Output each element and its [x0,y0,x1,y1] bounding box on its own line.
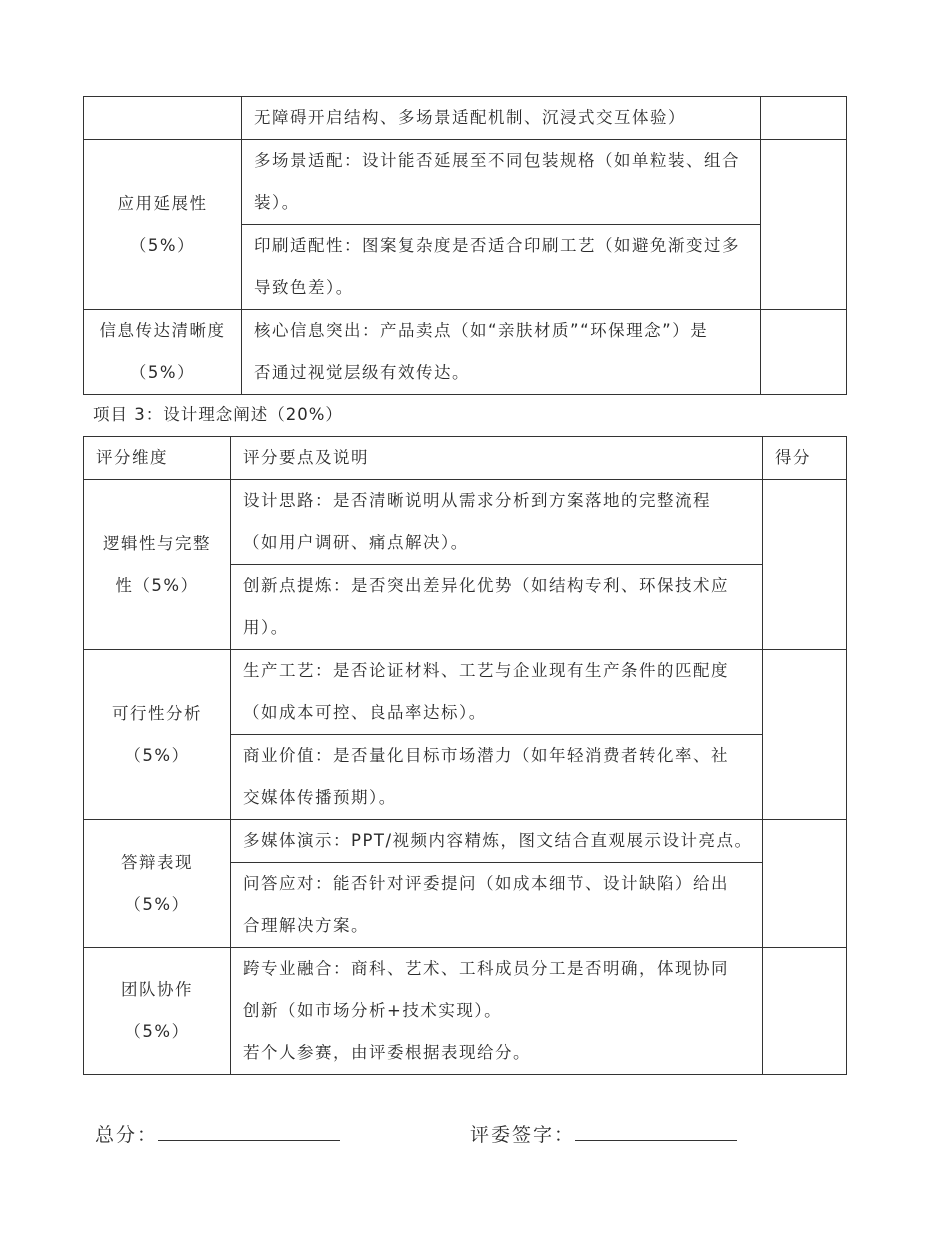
description-cell [231,863,763,948]
header-cell-dimension: 评分维度 [84,437,231,480]
dimension-weight: （5%） [129,363,196,382]
dimension-name: 逻辑性与完整 [103,533,211,553]
description-line: 多场景适配：设计能否延展至不同包装规格（如单粒装、组合 [254,151,740,170]
description-cell [231,480,763,565]
dimension-weight: （5%） [124,1022,190,1041]
description-cell [231,650,763,735]
dimension-weight: （5%） [129,235,196,255]
description-line: 问答应对：能否针对评委提问（如成本细节、设计缺陷）给出 [243,874,729,893]
dimension-name: 可行性分析 [112,703,202,723]
score-cell[interactable] [763,650,847,820]
table-row [84,820,847,863]
header-cell-description: 评分要点及说明 [231,437,763,480]
description-line: 核心信息突出：产品卖点（如“亲肤材质”“环保理念”）是 [254,321,709,340]
table-row [84,650,847,735]
table-row [84,948,847,1075]
description-line: 导致色差）。 [254,278,354,297]
dimension-cell [84,948,231,1075]
section-title: 项目 3：设计理念阐述（20%） [93,405,343,424]
dimension-name: 应用延展性 [117,193,208,213]
score-cell[interactable] [763,480,847,650]
total-score-label: 总分： [95,1124,159,1146]
description-line: 跨专业融合：商科、艺术、工科成员分工是否明确，体现协同 [243,959,729,978]
description-line: 装）。 [254,193,300,212]
total-score-blank[interactable] [158,1120,340,1141]
dimension-weight: 性（5%） [115,575,199,595]
description-line: 商业价值：是否量化目标市场潜力（如年轻消费者转化率、社 [243,746,729,765]
dimension-name: 信息传达清晰度 [99,321,226,340]
description-line: 设计思路：是否清晰说明从需求分析到方案落地的完整流程 [243,491,711,510]
dimension-cell [84,310,242,395]
score-cell[interactable] [761,140,847,310]
description-cell [242,97,761,140]
dimension-cell [84,480,231,650]
description-line: 创新（如市场分析+技术实现）。 [243,1001,503,1020]
criteria-table-continued [83,96,847,395]
judge-signature-blank[interactable] [575,1120,737,1141]
description-line: 若个人参赛，由评委根据表现给分。 [243,1043,531,1062]
dimension-cell [84,650,231,820]
description-cell [231,948,763,1075]
judge-signature-field [470,1120,737,1147]
description-line: 创新点提炼：是否突出差异化优势（如结构专利、环保技术应 [243,576,729,595]
description-cell [242,225,761,310]
description-line: 交媒体传播预期）。 [243,788,397,807]
total-score-field [95,1120,340,1147]
table-header-row [84,437,847,480]
table-row [84,140,847,225]
description-cell [231,820,763,863]
description-line: 无障碍开启结构、多场景适配机制、沉浸式交互体验） [254,108,686,127]
description-line: 多媒体演示：PPT/视频内容精炼，图文结合直观展示设计亮点。 [243,831,753,850]
dimension-name: 答辩表现 [121,852,193,872]
description-cell [242,140,761,225]
description-line: 合理解决方案。 [243,916,369,935]
score-cell[interactable] [763,948,847,1075]
description-cell [231,565,763,650]
dimension-cell [84,97,242,140]
dimension-weight: （5%） [124,894,190,914]
description-line: （如用户调研、痛点解决）。 [243,533,469,552]
score-cell[interactable] [761,310,847,395]
description-cell [231,735,763,820]
description-line: 否通过视觉层级有效传达。 [254,363,470,382]
judge-signature-label: 评委签字： [470,1124,576,1146]
header-cell-score: 得分 [763,437,847,480]
table-row [84,310,847,395]
description-line: 用）。 [243,618,289,637]
criteria-table-project-3 [83,436,847,1075]
dimension-cell [84,140,242,310]
dimension-cell [84,820,231,948]
dimension-name: 团队协作 [121,980,193,999]
score-cell[interactable] [761,97,847,140]
description-line: （如成本可控、良品率达标）。 [243,703,487,722]
description-line: 印刷适配性：图案复杂度是否适合印刷工艺（如避免渐变过多 [254,236,740,255]
table-row [84,97,847,140]
table-row [84,480,847,565]
score-cell[interactable] [763,820,847,948]
description-cell [242,310,761,395]
description-line: 生产工艺：是否论证材料、工艺与企业现有生产条件的匹配度 [243,661,729,680]
dimension-weight: （5%） [124,745,190,765]
